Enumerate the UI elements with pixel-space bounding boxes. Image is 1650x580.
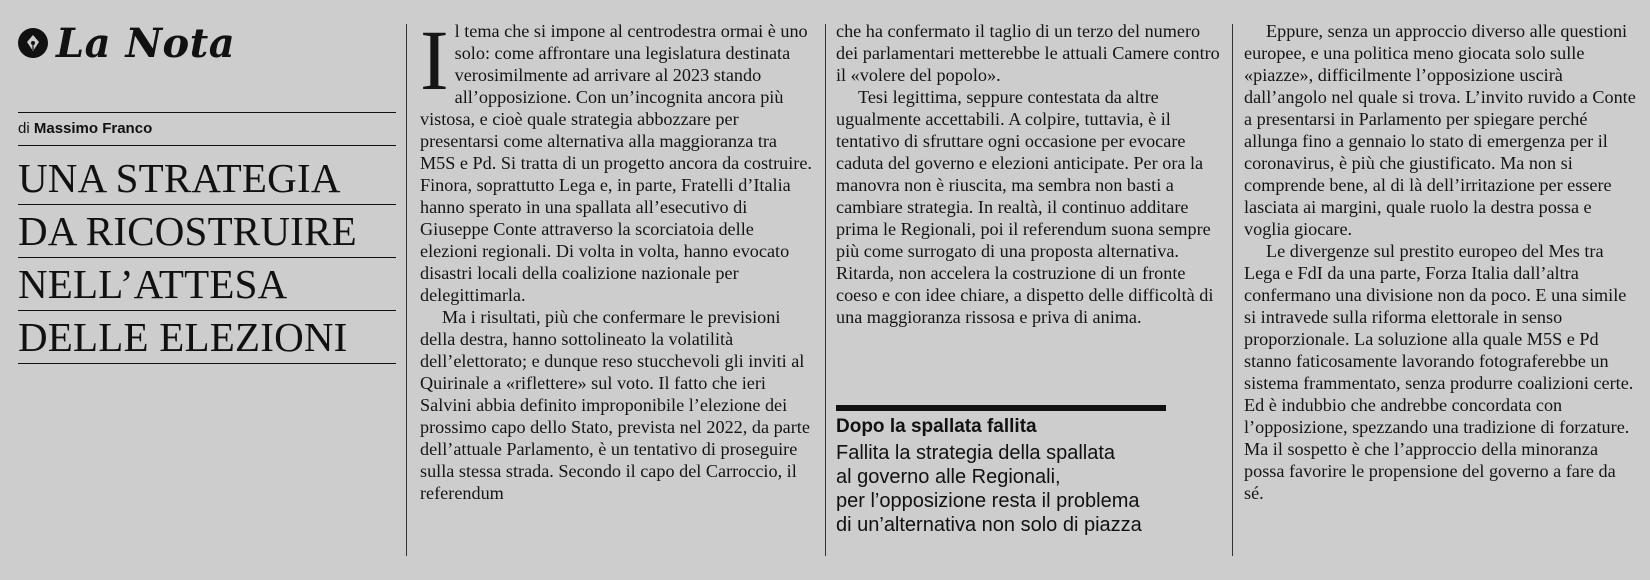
headline-line: UNA STRATEGIA: [18, 152, 396, 205]
author-name: Massimo Franco: [33, 120, 153, 137]
pull-quote-title: Dopo la spallata fallita: [836, 416, 1037, 437]
drop-cap: I: [420, 12, 449, 108]
column-divider: [406, 24, 407, 556]
paragraph: l tema che si impone al centrodestra ormai è uno solo: come affrontare una legislatura destinata verosimilmente ad arrivare al 2023 stando all’opposizione. Con un’incognita ancora più vistosa, e cioè quale strategia abbozzare per presentarsi come alternativa alla maggioranza tra M5S e Pd. Si tratta di un progetto ancora da costruire. Finora, soprattutto Lega e, in parte, Fratelli d’Italia hanno sperato in una spallata all’esecutivo di Giuseppe Conte attraverso la scorciatoia delle elezioni regionali. Di volta in volta, hanno evocato disastri locali della coalizione nazionale per delegittimarla.: [420, 21, 812, 305]
headline-line: DA RICOSTRUIRE: [18, 205, 396, 258]
headline-line: NELL’ATTESA: [18, 258, 396, 311]
headline: [18, 152, 396, 364]
paragraph: Tesi legittima, seppure contestata da altre ugualmente accettabili. A colpire, tuttavia, è il tentativo di sfruttare ogni occasione per evocare caduta del governo e elezioni anticipate. Per ora la manovra non è riuscita, ma sembra non basti a cambiare strategia. In realtà, il continuo additare prima le Regionali, poi il referendum suona sempre più come surrogato di una proposta alternativa. Ritarda, non accelera la costruzione di un fronte coeso e con idee chiare, a dispetto delle difficoltà di una maggioranza rissosa e priva di anima.: [836, 87, 1214, 327]
article-header: [18, 18, 398, 360]
article-column-1: [420, 12, 814, 504]
pull-quote-line: di un’alternativa non solo di piazza: [836, 514, 1142, 536]
pull-quote-text: [836, 441, 1166, 537]
section-title: La Nota: [56, 19, 236, 67]
pull-quote-rule: [836, 405, 1166, 411]
byline-prefix: di: [18, 120, 30, 137]
pull-quote-box: [836, 405, 1166, 537]
article-column-3: [1244, 20, 1636, 504]
paragraph: Le divergenze sul prestito europeo del Mes tra Lega e FdI da una parte, Forza Italia dall’altra confermano una divisione non da poco. E una simile si intravede sulla riforma elettorale in senso proporzionale. La soluzione alla quale M5S e Pd stanno faticosamente lavorando fotograferebbe un sistema frammentato, senza produrre coalizioni certe. Ed è indubbio che andrebbe concordata con l’opposizione, spezzando una tradizione di forzature. Ma il sospetto è che l’approccio della minoranza possa favorire le propensione del governo a fare da sé.: [1244, 241, 1634, 503]
paragraph: che ha confermato il taglio di un terzo del numero dei parlamentari metterebbe le attuali Camere contro il «volere del popolo».: [836, 21, 1220, 85]
column-divider: [1232, 24, 1233, 556]
section-header: [18, 18, 398, 68]
pen-nib-icon: [18, 28, 48, 58]
paragraph: Eppure, senza un approccio diverso alle questioni europee, e una politica meno giocata solo sulle «piazze», difficilmente l’opposizione uscirà dall’angolo nel quale si trova. L’invito ruvido a Conte a presentarsi in Parlamento per spiegare perché allunga fino a gennaio lo stato di emergenza per il coronavirus, è più che giustificato. Ma non si comprende bene, al di là dell’irritazione per essere lasciata ai margini, quale ruolo la destra possa e voglia giocare.: [1244, 21, 1636, 239]
headline-line: DELLE ELEZIONI: [18, 311, 396, 364]
byline: [18, 112, 396, 146]
column-divider: [825, 24, 826, 556]
paragraph: Ma i risultati, più che confermare le previsioni della destra, hanno sottolineato la volatilità dell’elettorato; e dunque reso stucchevoli gli inviti al Quirinale a «riflettere» sul voto. Il fatto che ieri Salvini abbia definito improponibile l’elezione dei prossimo capo dello Stato, prevista nel 2022, da parte dell’attuale Parlamento, è un tentativo di proseguire sulla stessa strada. Secondo il capo del Carroccio, il referendum: [420, 307, 810, 503]
article-column-2: [836, 20, 1222, 328]
pull-quote-line: Fallita la strategia della spallata: [836, 442, 1116, 464]
pull-quote-line: per l’opposizione resta il problema: [836, 490, 1140, 512]
pull-quote-line: al governo alle Regionali,: [836, 466, 1061, 488]
